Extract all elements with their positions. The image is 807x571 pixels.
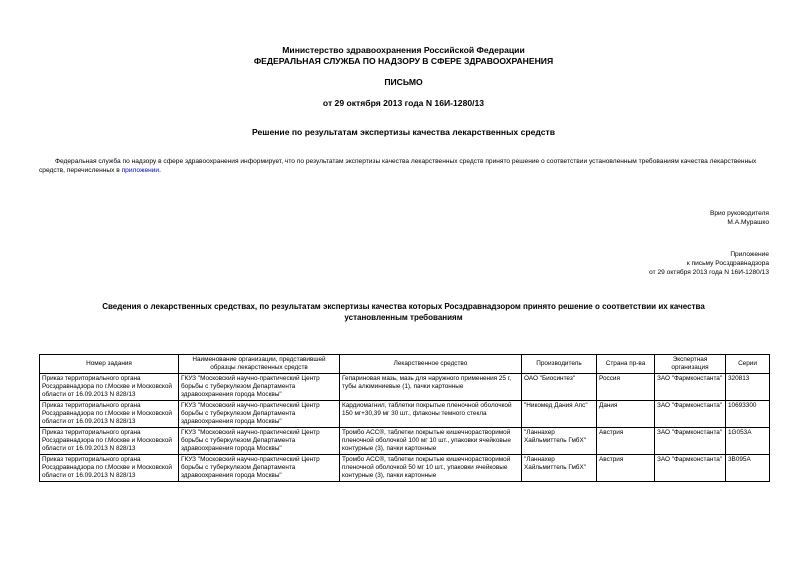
column-header-drug: Лекарственное средство [340,355,522,374]
cell-drug: Тромбо АСС®, таблетки покрытые кишечнорастворимой пленочной оболочкой 100 мг 10 шт., упаковки ячейковые контурные (3), пачки картонные [340,428,522,455]
table-row [40,428,770,455]
appendix-title-line1: Сведения о лекарственных средствах, по результатам экспертизы качества которых Росздравнадзором принято решение о соответствии их качества [102,302,705,311]
cell-country: Австрия [597,455,655,482]
cell-country: Австрия [597,428,655,455]
cell-drug: Тромбо АСС®, таблетки покрытые кишечнорастворимой пленочной оболочкой 50 мг 10 шт., упаковки ячейковые контурные (3), пачки картонные [340,455,522,482]
cell-drug: Гепариновая мазь, мазь для наружного применения 25 г, тубы алюминиевые (1), пачки картонные [340,374,522,401]
table-row [40,401,770,428]
cell-series: 320813 [726,374,770,401]
cell-task: Приказ территориального органа Росздравнадзора по г.Москве и Московской области от 16.09.2013 N 828/13 [40,455,179,482]
signer-position: Врио руководителя [709,210,769,217]
column-header-task: Номер задания [40,355,179,374]
cell-task: Приказ территориального органа Росздравнадзора по г.Москве и Московской области от 16.09.2013 N 828/13 [40,428,179,455]
cell-manufacturer: ОАО "Биосинтез" [522,374,597,401]
appendix-label: Приложение [730,251,769,258]
column-header-expert: Экспертная организация [655,355,726,374]
column-header-manufacturer: Производитель [522,355,597,374]
cell-series: 1G053A [726,428,770,455]
cell-expert: ЗАО "Фармконстанта" [655,374,726,401]
document-subject: Решение по результатам экспертизы качества лекарственных средств [251,127,556,137]
cell-manufacturer: "Ланнахер Хайльмиттель ГмбХ" [522,428,597,455]
cell-country: Дания [597,401,655,428]
column-header-organization: Наименование организации, представившей образцы лекарственных средств [179,355,340,374]
appendix-link[interactable]: приложении [121,167,160,174]
cell-organization: ГКУЗ "Московский научно-практический Центр борьбы с туберкулезом Департамента здравоохранения города Москвы" [179,374,340,401]
cell-organization: ГКУЗ "Московский научно-практический Центр борьбы с туберкулезом Департамента здравоохранения города Москвы" [179,428,340,455]
cell-manufacturer: "Никомед Дания Апс" [522,401,597,428]
appendix-date: от 29 октября 2013 года N 16И-1280/13 [649,269,769,276]
cell-expert: ЗАО "Фармконстанта" [655,428,726,455]
cell-country: Россия [597,374,655,401]
column-header-series: Серии [726,355,770,374]
column-header-country: Страна пр-ва [597,355,655,374]
document-date: от 29 октября 2013 года N 16И-1280/13 [322,98,485,108]
body-end: . [159,167,161,174]
cell-drug: Кардиомагнил, таблетки покрытые пленочной оболочкой 150 мг+30,39 мг 30 шт., флаконы темного стекла [340,401,522,428]
ministry-title: Министерство здравоохранения Российской Федерации [282,45,525,55]
table-row [40,455,770,482]
table-header-row [40,355,770,374]
cell-series: 3B095A [726,455,770,482]
appendix-recipient: к письму Росздравнадзора [686,260,769,267]
body-paragraph [39,157,769,175]
cell-manufacturer: "Ланнахер Хайльмиттель ГмбХ" [522,455,597,482]
cell-organization: ГКУЗ "Московский научно-практический Центр борьбы с туберкулезом Департамента здравоохранения города Москвы" [179,455,340,482]
cell-task: Приказ территориального органа Росздравнадзора по г.Москве и Московской области от 16.09.2013 N 828/13 [40,401,179,428]
document-type: ПИСЬМО [384,77,423,87]
body-text: Федеральная служба по надзору в сфере здравоохранения информирует, что по результатам экспертизы качества лекарственных средств принято решение о соответствии установленным требованиям качества лекарственных средств, перечисленных в [39,158,757,174]
drugs-table [39,354,770,482]
cell-task: Приказ территориального органа Росздравнадзора по г.Москве и Московской области от 16.09.2013 N 828/13 [40,374,179,401]
cell-organization: ГКУЗ "Московский научно-практический Центр борьбы с туберкулезом Департамента здравоохранения города Москвы" [179,401,340,428]
service-title: ФЕДЕРАЛЬНАЯ СЛУЖБА ПО НАДЗОРУ В СФЕРЕ ЗДРАВООХРАНЕНИЯ [253,56,554,66]
table-row [40,374,770,401]
signer-name: М.А.Мурашко [727,219,769,226]
cell-expert: ЗАО "Фармконстанта" [655,401,726,428]
cell-expert: ЗАО "Фармконстанта" [655,455,726,482]
cell-series: 10693300 [726,401,770,428]
appendix-title-line2: установленным требованиям [344,313,463,322]
